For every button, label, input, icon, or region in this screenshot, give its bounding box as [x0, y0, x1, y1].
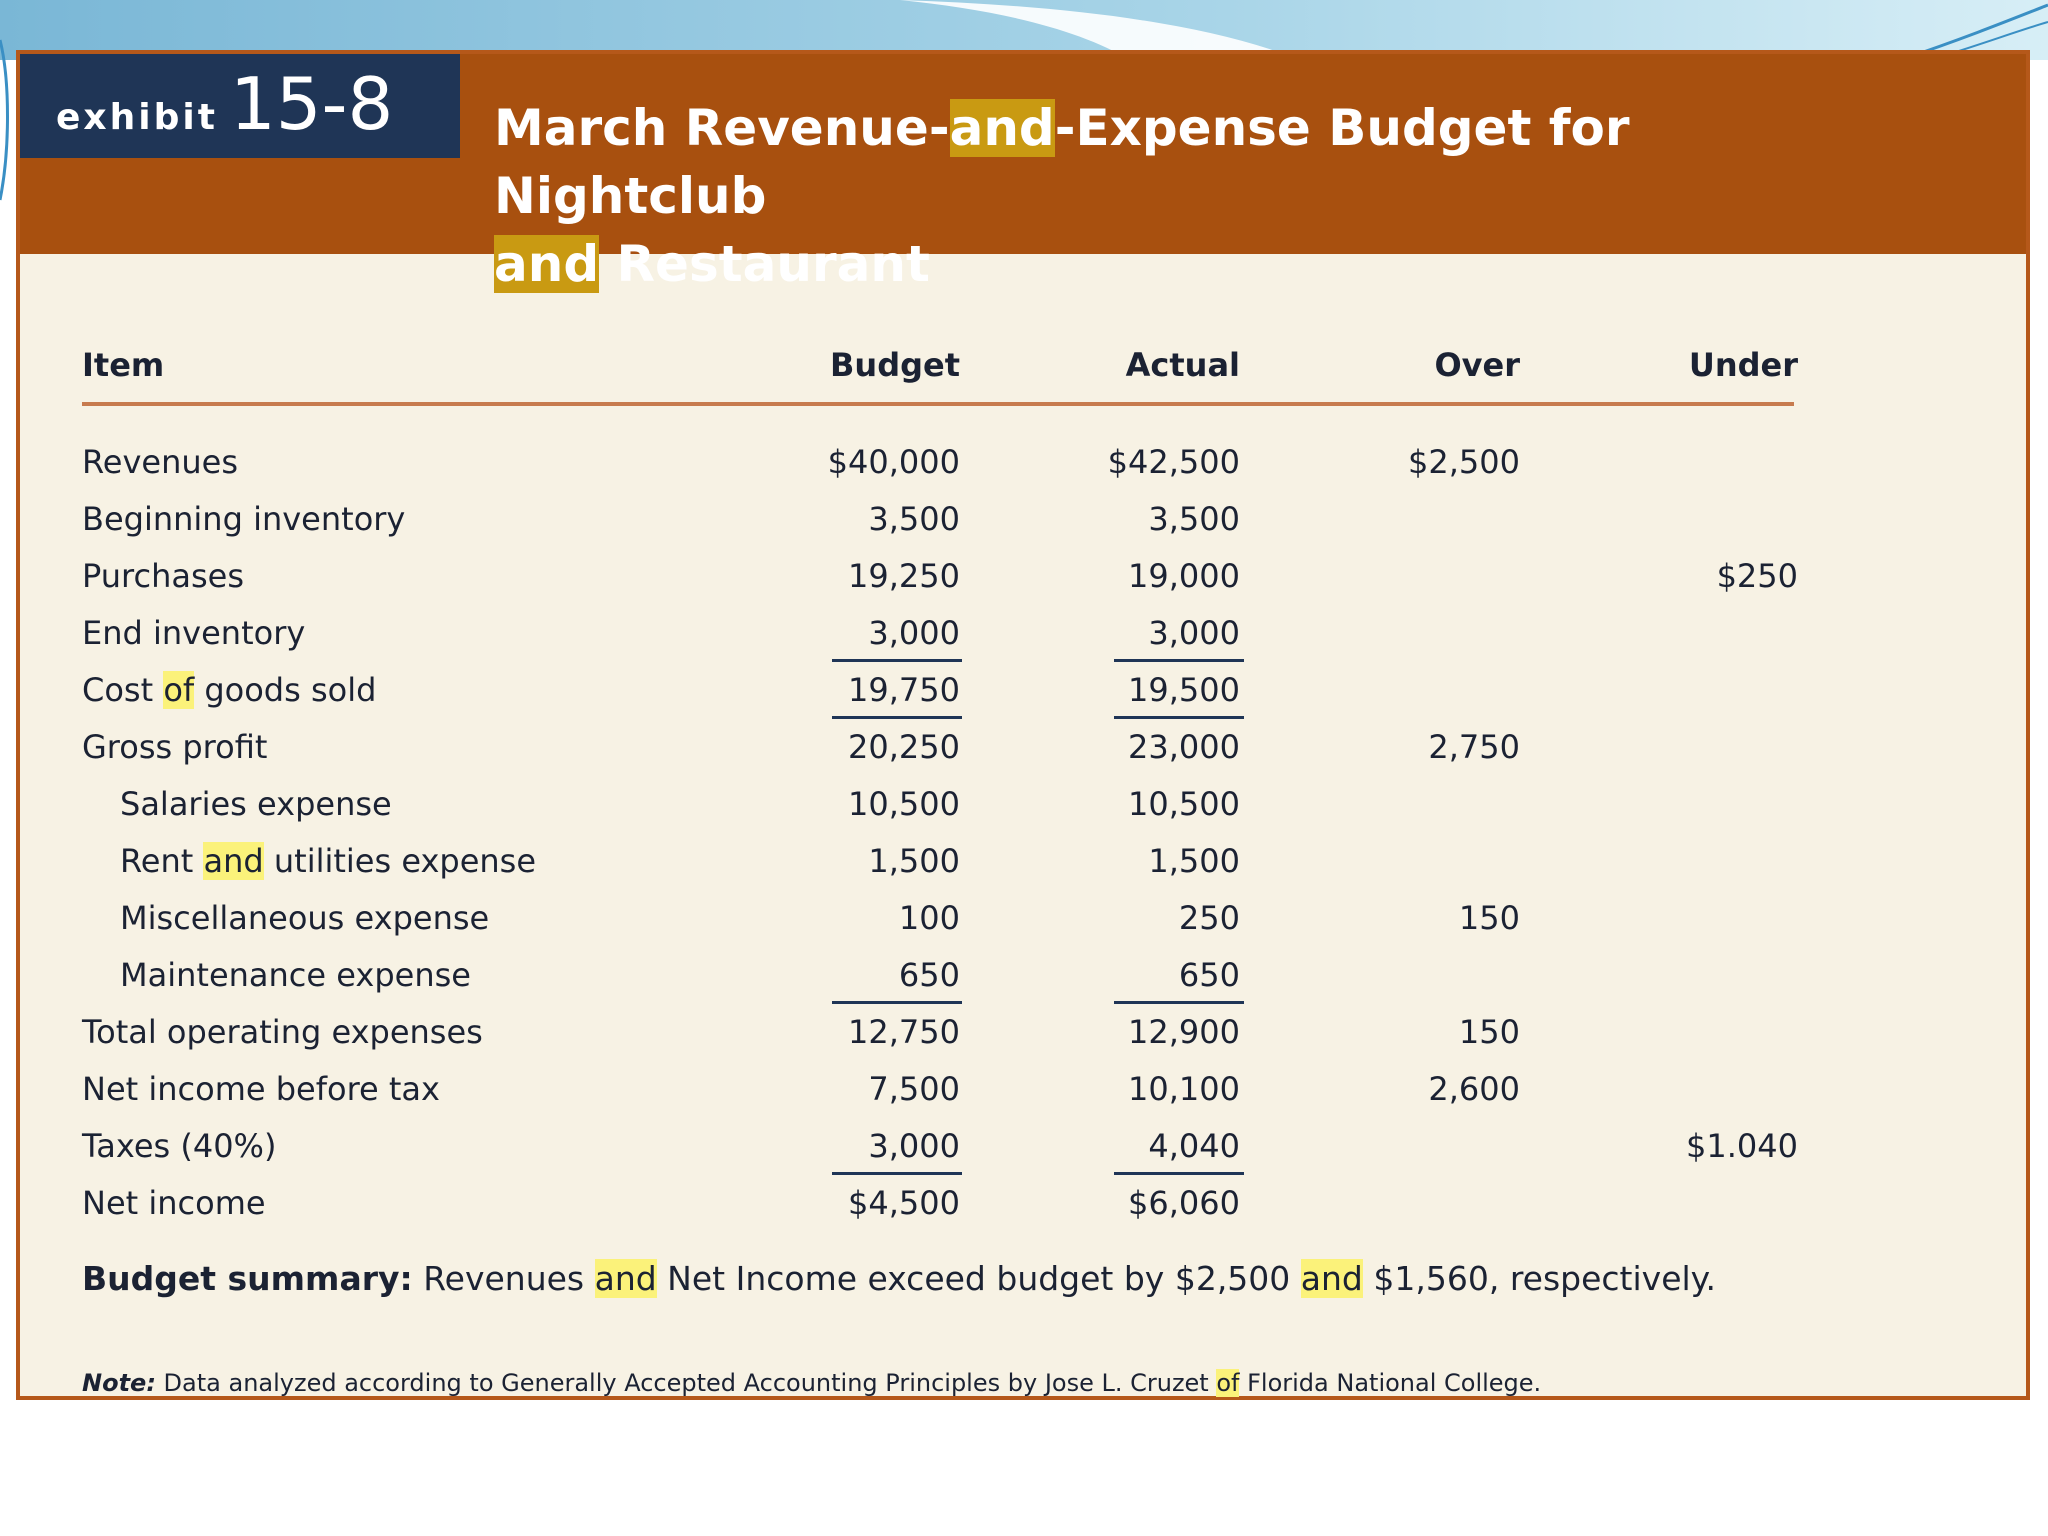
row-budget: 1,500: [868, 842, 960, 880]
note-highlight: of: [1216, 1369, 1240, 1397]
row-item: Taxes (40%): [82, 1127, 277, 1165]
item-highlight: of: [163, 671, 195, 709]
header-actual: Actual: [1125, 346, 1240, 384]
row-item: [120, 833, 536, 889]
row-item: Beginning inventory: [82, 500, 406, 538]
row-budget: 100: [898, 899, 960, 937]
row-budget: $40,000: [827, 443, 960, 481]
exhibit-word: exhibit: [56, 97, 218, 138]
source-note: [82, 1369, 1541, 1397]
row-actual: 23,000: [1128, 728, 1240, 766]
item-part: utilities expense: [263, 842, 537, 880]
row-over: 150: [1458, 1013, 1520, 1051]
title-highlight: and: [494, 235, 600, 293]
row-item: Maintenance expense: [120, 956, 471, 994]
header-band: [20, 54, 2026, 293]
row-budget: $4,500: [848, 1184, 960, 1222]
item-part: Rent: [120, 842, 204, 880]
table-row: [20, 890, 2026, 946]
header-under: Under: [1688, 346, 1798, 384]
row-over: $2,500: [1408, 443, 1520, 481]
row-budget: 3,500: [868, 500, 960, 538]
exhibit-number: 15-8: [229, 62, 394, 146]
item-highlight: and: [203, 842, 264, 880]
row-over: 2,750: [1428, 728, 1520, 766]
item-part: Cost: [82, 671, 164, 709]
row-item: Purchases: [82, 557, 244, 595]
row-actual: 19,000: [1128, 557, 1240, 595]
exhibit-panel: [16, 50, 2030, 1400]
header-item: Item: [82, 346, 165, 384]
row-actual: 650: [1178, 956, 1240, 994]
title-part: March Revenue-: [494, 99, 950, 157]
row-actual: 12,900: [1128, 1013, 1240, 1051]
row-actual: 10,500: [1128, 785, 1240, 823]
row-actual: 1,500: [1148, 842, 1240, 880]
summary-part: Net Income exceed budget by $2,500: [656, 1259, 1301, 1298]
row-item: Salaries expense: [120, 785, 392, 823]
title-part: -Expense Budget for Nightclub: [494, 99, 1630, 225]
row-over: 2,600: [1428, 1070, 1520, 1108]
row-actual: 19,500: [1128, 671, 1240, 709]
table-row: [20, 548, 2026, 604]
row-actual: 250: [1178, 899, 1240, 937]
row-actual: $6,060: [1128, 1184, 1240, 1222]
table-row: [20, 1118, 2026, 1174]
table-row: [20, 491, 2026, 547]
row-actual: 10,100: [1128, 1070, 1240, 1108]
title-part: Restaurant: [599, 235, 930, 293]
table-row: [20, 776, 2026, 832]
row-item: Revenues: [82, 443, 239, 481]
table-row: [20, 719, 2026, 775]
row-budget: 3,000: [868, 614, 960, 652]
header-budget: Budget: [830, 346, 960, 384]
item-part: goods sold: [194, 671, 377, 709]
row-budget: 10,500: [848, 785, 960, 823]
note-label: Note:: [82, 1369, 156, 1397]
note-part: Data analyzed according to Generally Accepted Accounting Principles by Jose L. Cruzet: [155, 1369, 1217, 1397]
table-row: [20, 605, 2026, 661]
row-actual: 4,040: [1148, 1127, 1240, 1165]
budget-table: [20, 254, 2026, 1396]
row-actual: 3,500: [1148, 500, 1240, 538]
budget-summary: [82, 1259, 1716, 1298]
title-highlight: and: [949, 99, 1055, 157]
note-part: Florida National College.: [1239, 1369, 1542, 1397]
row-item: Total operating expenses: [82, 1013, 483, 1051]
row-item: Net income: [82, 1184, 266, 1222]
table-row: [20, 662, 2026, 718]
header-rule: [82, 402, 1794, 406]
row-budget: 3,000: [868, 1127, 960, 1165]
row-actual: $42,500: [1107, 443, 1240, 481]
table-row: [20, 1004, 2026, 1060]
table-row: [20, 1061, 2026, 1117]
row-item: [82, 662, 376, 718]
row-budget: 19,750: [848, 671, 960, 709]
table-row: [20, 833, 2026, 889]
row-under: $1.040: [1686, 1127, 1798, 1165]
summary-part: $1,560, respectively.: [1362, 1259, 1716, 1298]
exhibit-badge: [20, 54, 460, 158]
header-over: Over: [1434, 346, 1520, 384]
row-actual: 3,000: [1148, 614, 1240, 652]
summary-highlight: and: [1300, 1259, 1363, 1298]
row-budget: 12,750: [848, 1013, 960, 1051]
row-budget: 650: [898, 956, 960, 994]
row-budget: 19,250: [848, 557, 960, 595]
summary-part: Revenues: [412, 1259, 595, 1298]
row-item: End inventory: [82, 614, 306, 652]
row-item: Net income before tax: [82, 1070, 440, 1108]
table-row: [20, 1175, 2026, 1231]
summary-highlight: and: [594, 1259, 657, 1298]
row-item: Gross profit: [82, 728, 268, 766]
table-row: [20, 434, 2026, 490]
row-over: 150: [1458, 899, 1520, 937]
row-budget: 7,500: [868, 1070, 960, 1108]
row-item: Miscellaneous expense: [120, 899, 490, 937]
table-row: [20, 947, 2026, 1003]
row-budget: 20,250: [848, 728, 960, 766]
row-under: $250: [1716, 557, 1798, 595]
summary-label: Budget summary:: [82, 1259, 413, 1298]
